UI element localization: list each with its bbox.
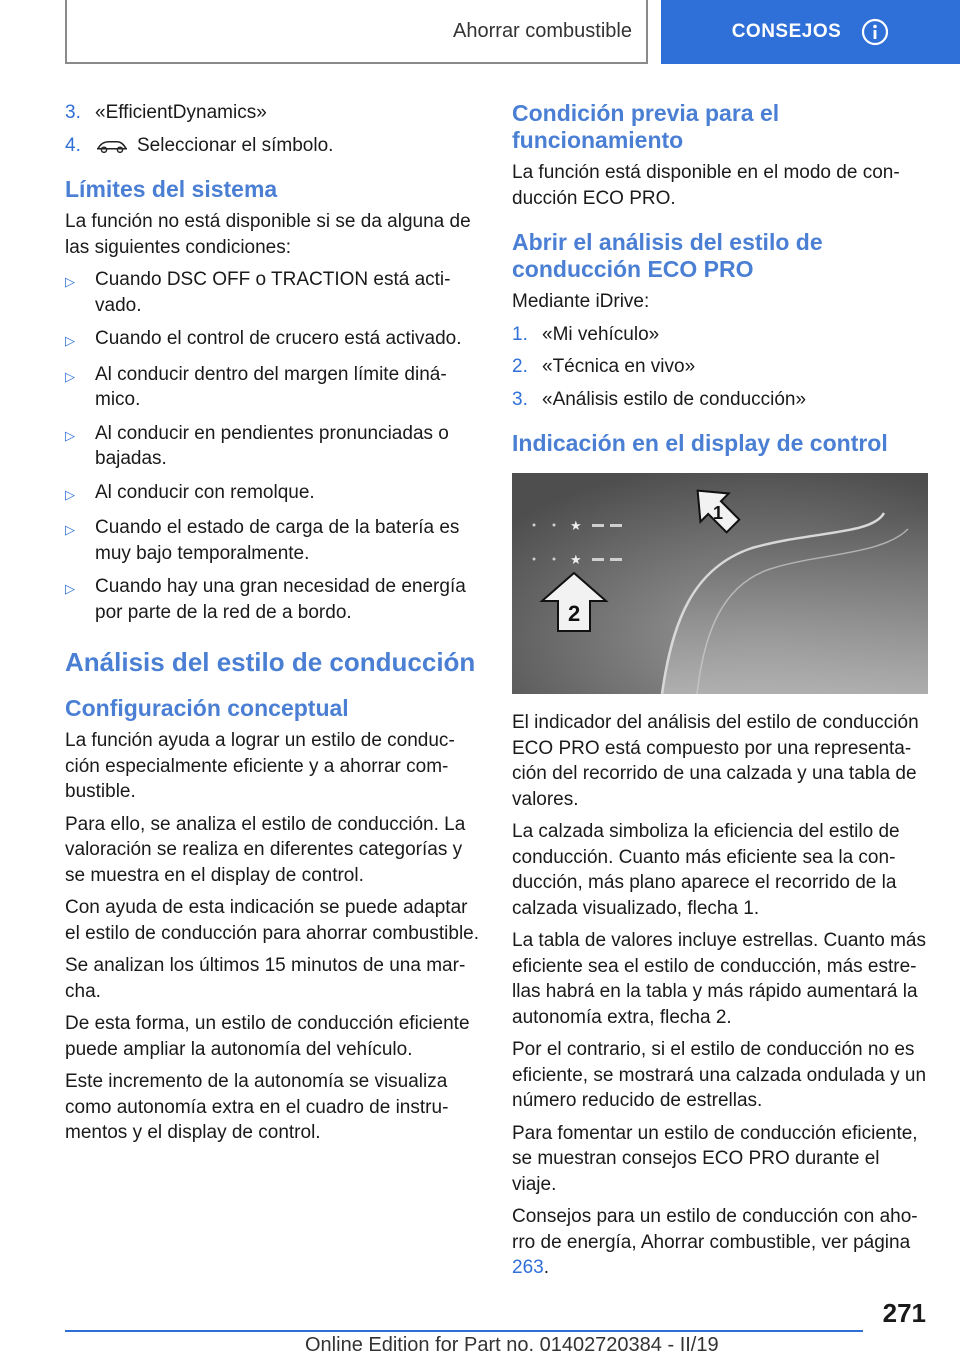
list-item: 3. «EfficientDynamics»	[65, 102, 267, 123]
eco-pro-display-figure	[512, 473, 928, 694]
list-item: ▷ Cuando DSC OFF o TRACTION está activado.	[65, 269, 451, 316]
page-reference-link[interactable]: 263	[512, 1257, 544, 1278]
list-item: 4. Seleccionar el símbolo.	[65, 133, 480, 159]
consejos-tab[interactable]	[661, 0, 960, 64]
concept-heading: Configuración conceptual	[65, 695, 349, 721]
precondition-heading: Condición previa para el funcionamiento	[512, 100, 780, 153]
paragraph: De esta forma, un estilo de conducción eficiente puede ampliar la autonomía del vehículo.	[65, 1013, 470, 1060]
arrow-1-label: 1	[713, 503, 724, 523]
arrow-2-label: 2	[568, 601, 581, 626]
page-number: 271	[882, 1298, 926, 1328]
analysis-heading: Análisis del estilo de conducción	[65, 647, 476, 677]
header-section-box	[65, 0, 648, 64]
list-item: ▷ Cuando hay una gran necesidad de energía por parte de la red de a bordo.	[65, 576, 466, 623]
paragraph: Por el contrario, si el estilo de conducción no es eficiente, se mostrará una calzada ondulada y un número reducido de estrellas.	[512, 1039, 927, 1111]
open-analysis-heading: Abrir el análisis del estilo de conducción ECO PRO	[512, 229, 823, 282]
paragraph-with-link: Consejos para un estilo de conducción con ahorro de energía, Ahorrar combustible, ver página 263.	[512, 1206, 918, 1278]
svg-text:★: ★	[570, 553, 582, 568]
display-heading: Indicación en el display de control	[512, 430, 888, 456]
open-analysis-intro: Mediante iDrive:	[512, 291, 650, 312]
info-icon	[861, 18, 889, 46]
left-column	[65, 100, 480, 1153]
list-item: ▷ Cuando el estado de carga de la batería es muy bajo temporalmente.	[65, 517, 460, 564]
list-item: ▷ Al conducir dentro del margen límite dinámico.	[65, 363, 447, 410]
paragraph: Para fomentar un estilo de conducción eficiente, se muestran consejos ECO PRO durante el viaje.	[512, 1122, 918, 1195]
paragraph: Se analizan los últimos 15 minutos de una marcha.	[65, 955, 466, 1002]
paragraph: Este incremento de la autonomía se visualiza como autonomía extra en el cuadro de instrumentos y el display de control.	[65, 1071, 449, 1143]
paragraph: Con ayuda de esta indicación se puede adaptar el estilo de conducción para ahorrar combustible.	[65, 897, 480, 944]
limits-list	[65, 267, 480, 625]
list-item: ▷ Al conducir en pendientes pronunciadas o bajadas.	[65, 422, 449, 469]
footer-divider	[65, 1330, 863, 1332]
paragraph: La calzada simboliza la eficiencia del estilo de conducción. Cuanto más eficiente sea la conducción, más plano aparece el recorrido de la calzada visualizado, flecha 1.	[512, 821, 900, 919]
paragraph: El indicador del análisis del estilo de conducción ECO PRO está compuesto por una representación del recorrido de una calzada y una tabla de valores.	[512, 712, 919, 810]
tab-label: CONSEJOS	[731, 21, 842, 42]
list-item: 1. «Mi vehículo»	[512, 323, 660, 345]
header-section-title: Ahorrar combustible	[453, 19, 632, 42]
list-item: 3. «Análisis estilo de conducción»	[512, 388, 807, 410]
car-eco-symbol-icon	[95, 133, 129, 159]
list-item: 2. «Técnica en vivo»	[512, 356, 696, 377]
svg-text:★: ★	[570, 519, 582, 534]
paragraph: Para ello, se analiza el estilo de conducción. La valoración se realiza en diferentes categorías y se muestra en el display de control.	[65, 813, 466, 886]
limits-heading: Límites del sistema	[65, 176, 278, 202]
footer-edition: Online Edition for Part no. 01402720384 - II/19	[305, 1334, 719, 1356]
right-column	[512, 100, 928, 1288]
eco-steps-list	[65, 100, 480, 158]
list-item: ▷ Cuando el control de crucero está activado.	[65, 328, 462, 349]
paragraph: La tabla de valores incluye estrellas. Cuanto más eficiente sea el estilo de conducción, más estrellas habrá en la tabla y más rápido aumentará la autonomía extra, flecha 2.	[512, 930, 927, 1028]
limits-intro: La función no está disponible si se da alguna de las siguientes condiciones:	[65, 211, 471, 258]
idrive-steps-list	[512, 322, 928, 413]
list-item: ▷ Al conducir con remolque.	[65, 481, 315, 503]
precondition-text: La función está disponible en el modo de conducción ECO PRO.	[512, 162, 900, 209]
paragraph: La función ayuda a lograr un estilo de conducción especialmente eficiente y a ahorrar combustible.	[65, 730, 455, 802]
